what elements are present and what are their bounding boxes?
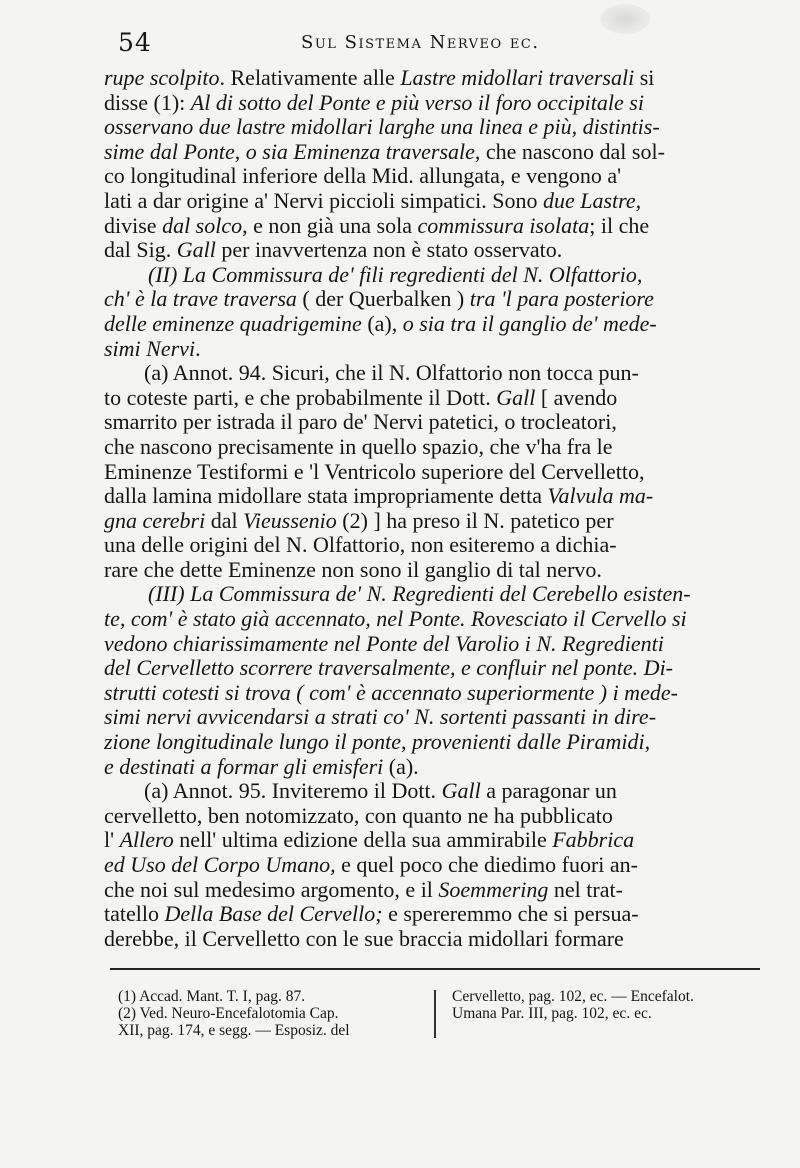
text-segment: nel trat- (548, 877, 623, 902)
text-segment: smarrito per istrada il paro de' Nervi patetici, o trocleatori, (104, 410, 617, 435)
text-segment: che nascono dal sol- (480, 139, 665, 164)
text-line (104, 804, 764, 829)
text-segment: (a). (383, 754, 419, 779)
text-segment: ; il che (589, 213, 650, 238)
text-segment: dal (205, 508, 244, 533)
italic-text-segment: (III) La Commissura de' N. Regredienti del Cerebello esisten- (148, 582, 691, 607)
italic-text-segment: (II) La Commissura de' fili regredienti del N. Olfattorio, (148, 262, 643, 287)
text-segment: (a) Annot. 95. Inviteremo il Dott. (144, 779, 442, 804)
italic-text-segment: due Lastre, (542, 188, 642, 213)
text-line (104, 755, 764, 780)
text-line (104, 681, 764, 706)
text-segment: divise (104, 213, 163, 238)
text-line (104, 66, 764, 91)
footnote-line: Cervelletto, pag. 102, ec. — Encefalot. (452, 988, 694, 1005)
text-segment: una delle origini del N. Olfattorio, non esiteremo a dichia- (104, 533, 617, 558)
text-line (104, 484, 764, 509)
italic-text-segment: commissura isolata (417, 213, 590, 238)
text-segment: che nascono precisamente in quello spazio, che v'ha fra le (104, 434, 613, 459)
footnote-column-divider (434, 990, 436, 1038)
text-line (104, 828, 764, 853)
text-line (104, 558, 764, 583)
text-segment: dalla lamina midollare stata impropriamente detta (104, 484, 548, 509)
text-segment: Eminenze Testiformi e 'l Ventricolo superiore del Cervelletto, (104, 459, 645, 484)
text-line (104, 214, 764, 239)
italic-text-segment: ch' è la trave traversa (104, 287, 297, 312)
text-line (104, 287, 764, 312)
text-line (104, 460, 764, 485)
italic-text-segment: ed Uso del Corpo Umano, (104, 853, 336, 877)
text-segment: (a), (361, 311, 403, 336)
text-line (104, 656, 764, 681)
footnote-line: (2) Ved. Neuro-Encefalotomia Cap. (118, 1005, 339, 1022)
text-segment: disse (1): (104, 90, 191, 115)
text-segment: si (634, 66, 655, 90)
text-segment: per inavvertenza non è stato osservato. (215, 238, 563, 263)
text-segment: cervelletto, ben notomizzato, con quanto ne ha pubblicato (104, 803, 613, 828)
text-line (104, 927, 764, 952)
italic-text-segment: dal solco (162, 213, 243, 238)
text-line (104, 238, 764, 263)
italic-text-segment: Al di sotto del Ponte e più verso il foro occipitale si (190, 90, 644, 115)
italic-text-segment: simi nervi avvicendarsi a strati co' N. sortenti passanti in dire- (104, 705, 657, 730)
text-line (104, 779, 764, 804)
text-line (104, 435, 764, 460)
text-line (104, 509, 764, 534)
text-segment: co longitudinal inferiore della Mid. allungata, e vengono a' (104, 164, 622, 189)
text-line (104, 902, 764, 927)
text-line (104, 533, 764, 558)
text-segment: . (195, 336, 201, 361)
text-segment: che noi sul medesimo argomento, e il (104, 877, 439, 902)
italic-text-segment: Soemmering (438, 877, 549, 902)
text-line (104, 410, 764, 435)
italic-text-segment: o sia tra il ganglio de' mede- (402, 311, 657, 336)
text-line (104, 140, 764, 165)
text-line (104, 361, 764, 386)
footnote-rule (110, 968, 760, 970)
italic-text-segment: tra 'l para posteriore (469, 287, 654, 312)
footnote-line: Umana Par. III, pag. 102, ec. ec. (452, 1005, 652, 1022)
italic-text-segment: Gall (176, 238, 216, 263)
text-segment: . Relativamente alle (219, 66, 401, 90)
italic-text-segment: Della Base del Cervello; (164, 902, 383, 927)
italic-text-segment: Valvula ma- (547, 484, 654, 509)
italic-text-segment: osservano due lastre midollari larghe una linea e più, distintis- (104, 115, 660, 140)
text-line (104, 337, 764, 362)
text-line (104, 312, 764, 337)
text-line (104, 164, 764, 189)
text-segment: rare che dette Eminenze non sono il ganglio di tal nervo. (104, 557, 602, 582)
text-line (104, 189, 764, 214)
italic-text-segment: gna cerebri (104, 508, 206, 533)
italic-text-segment: te, com' è stato già accennato, nel Ponte. Rovesciato il Cervello si (104, 607, 687, 632)
text-line (104, 263, 764, 288)
text-segment: nell' ultima edizione della sua ammirabile (173, 828, 553, 853)
italic-text-segment: sime dal Ponte, o sia Eminenza traversale, (104, 139, 481, 164)
text-segment: lati a dar origine a' Nervi piccioli simpatici. Sono (104, 188, 543, 213)
text-segment: derebbe, il Cervelletto con le sue braccia midollari formare (104, 926, 624, 951)
text-line (104, 115, 764, 140)
italic-text-segment: Fabbrica (552, 828, 635, 853)
text-line (104, 582, 764, 607)
text-segment: e spereremmo che si persua- (382, 902, 639, 927)
italic-text-segment: rupe scolpito (104, 66, 220, 90)
italic-text-segment: Allero (119, 828, 174, 853)
page-header (118, 28, 768, 62)
italic-text-segment: del Cervelletto scorrere traversalmente, e confluir nel ponte. Di- (104, 656, 674, 681)
footnote-line: (1) Accad. Mant. T. I, pag. 87. (118, 988, 306, 1005)
text-segment: ( der Querbalken ) (296, 287, 470, 312)
text-line (104, 386, 764, 411)
italic-text-segment: Vieussenio (243, 508, 337, 533)
body-text (104, 66, 764, 951)
italic-text-segment: Lastre midollari traversali (400, 66, 635, 90)
text-segment: a paragonar un (480, 779, 617, 804)
italic-text-segment: vedono chiarissimamente nel Ponte del Varolio i N. Regredienti (104, 631, 664, 656)
footnotes-left-column (118, 988, 418, 1039)
italic-text-segment: Gall (441, 779, 481, 804)
text-line (104, 878, 764, 903)
text-segment: (a) Annot. 94. Sicuri, che il N. Olfattorio non tocca pun- (144, 361, 639, 386)
text-segment: e quel poco che diedimo fuori an- (335, 853, 639, 877)
italic-text-segment: e destinati a formar gli emisferi (104, 754, 384, 779)
text-segment: l' (104, 828, 120, 853)
text-line (104, 705, 764, 730)
text-segment: to coteste parti, e che probabilmente il Dott. (104, 385, 497, 410)
text-line (104, 607, 764, 632)
running-head: Sul Sistema Nerveo ec. (301, 32, 540, 53)
text-segment: , e non già una sola (242, 213, 418, 238)
italic-text-segment: delle eminenze quadrigemine (104, 311, 362, 336)
footnotes-right-column (452, 988, 772, 1022)
italic-text-segment: strutti cotesti si trova ( com' è accennato superiormente ) i mede- (104, 680, 678, 705)
text-line (104, 853, 764, 878)
text-segment: (2) ] ha preso il N. patetico per (336, 508, 614, 533)
text-line (104, 91, 764, 116)
text-segment: tatello (104, 902, 165, 927)
italic-text-segment: Gall (496, 385, 536, 410)
footnotes (118, 988, 768, 1048)
text-line (104, 632, 764, 657)
text-segment: dal Sig. (104, 238, 177, 263)
text-line (104, 730, 764, 755)
text-segment: [ avendo (535, 385, 618, 410)
footnote-line: XII, pag. 174, e segg. — Esposiz. del (118, 1022, 350, 1039)
page-number: 54 (118, 28, 152, 57)
italic-text-segment: zione longitudinale lungo il ponte, provenienti dalle Piramidi, (104, 730, 651, 755)
italic-text-segment: simi Nervi (104, 336, 196, 361)
